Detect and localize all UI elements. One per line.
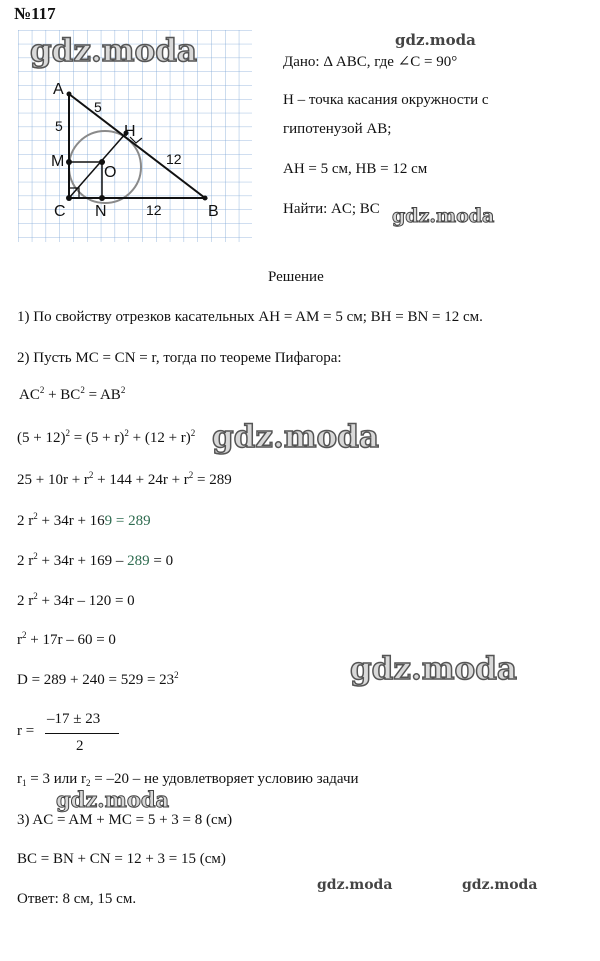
label-m: M	[51, 153, 65, 170]
equation-moved: 2 $r^2 + 34r + 169 - 289 = 0$	[17, 551, 174, 569]
label-c: C	[54, 203, 66, 220]
watermark: gdz.moda	[350, 651, 517, 687]
length-am: 5	[55, 118, 63, 134]
point-a	[67, 92, 72, 97]
watermark: gdz.moda	[30, 33, 197, 69]
point-b	[203, 196, 208, 201]
step-4: BC = BN + CN = 12 + 3 = 15 (см)	[17, 851, 226, 867]
equation-collected: 2 $r^2 + 34r + 169 = 289$	[17, 511, 151, 529]
step-3: 3) AC = AM + MC = 5 + 3 = 8 (см)	[17, 812, 233, 828]
watermark: gdz.moda	[395, 31, 476, 49]
root-denominator: 2	[76, 738, 84, 754]
equation-expanded: $25 + 10r + r^2 + 144 + 24r + r^2 = 289$	[17, 470, 232, 488]
root-formula	[17, 711, 137, 761]
point-n	[99, 195, 105, 201]
given-line-3: гипотенузой AB;	[283, 121, 392, 137]
equation-pythagoras: $AC^2 + BC^2 = AB^2$	[19, 385, 126, 403]
watermark: gdz.moda	[317, 877, 393, 893]
solution-heading: Решение	[268, 269, 324, 285]
length-ah: 5	[94, 99, 102, 115]
find-line: Найти: AC; BC	[283, 201, 380, 217]
label-h: H	[124, 123, 136, 140]
watermark: gdz.moda	[56, 787, 170, 812]
equation-substitution: $(5 + 12)^2 = (5 + r)^2 + (12 + r)^2$	[17, 428, 196, 446]
label-b: B	[208, 203, 219, 220]
root-numerator: –17 ± 23	[47, 711, 101, 727]
point-m	[66, 159, 72, 165]
label-n: N	[95, 203, 107, 220]
watermark: gdz.moda	[212, 419, 379, 455]
point-c	[66, 195, 72, 201]
step-2: 2) Пусть MC = CN = r, тогда по теореме Пифагора:	[17, 350, 342, 366]
watermark: gdz.moda	[392, 205, 495, 227]
watermark: gdz.moda	[462, 877, 538, 893]
equation-reduced: $r^2 + 17r - 60 = 0$	[17, 630, 116, 648]
given-line-1: Дано: Δ ABC, где ∠C = 90°	[283, 54, 458, 70]
given-line-4: AH = 5 см, HB = 12 см	[283, 161, 428, 177]
problem-number: №117	[14, 4, 56, 23]
discriminant: $D = 289 + 240 = 529 = 23^2$	[17, 670, 179, 688]
length-nb: 12	[146, 202, 162, 218]
label-a: A	[53, 81, 64, 98]
fraction-bar	[45, 733, 119, 734]
given-line-2: H – точка касания окружности с	[283, 92, 489, 108]
answer: Ответ: 8 см, 15 см.	[17, 891, 137, 907]
equation-simplified: 2 $r^2 + 34r - 120 = 0$	[17, 591, 135, 609]
root-lhs: r =	[17, 723, 35, 739]
step-1: 1) По свойству отрезков касательных AH = AM = 5 см; BH = BN = 12 см.	[17, 309, 483, 325]
length-hb: 12	[166, 151, 182, 167]
label-o: O	[104, 164, 117, 181]
roots-line: $r_1 = 3$ или $r_2 = -20$ – не удовлетворяет условию задачи	[17, 771, 359, 788]
